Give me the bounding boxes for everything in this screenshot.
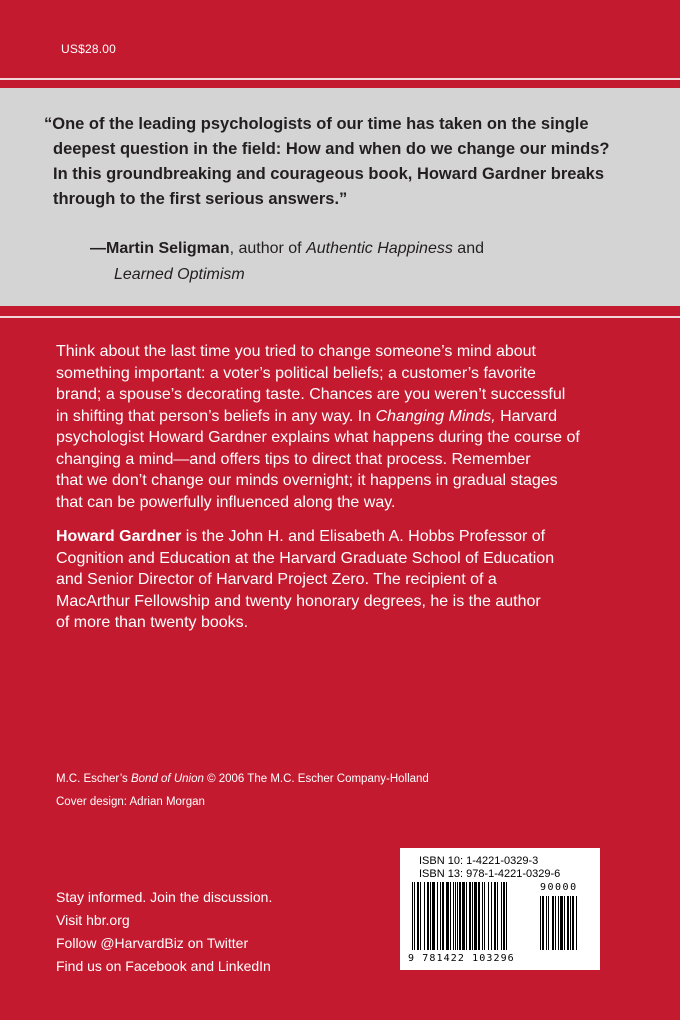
bio-line: and Senior Director of Harvard Project Zero. The recipient of a — [56, 571, 497, 588]
barcode-bar — [546, 896, 547, 950]
footer-link-website[interactable]: Visit hbr.org — [56, 912, 130, 928]
barcode-bar — [503, 882, 505, 950]
footer-line: Stay informed. Join the discussion. — [56, 889, 273, 905]
barcode-bar — [482, 882, 483, 950]
barcode-digits: 9 781422 103296 — [408, 953, 515, 964]
description-line: psychologist Howard Gardner explains what happens during the course of — [56, 429, 580, 446]
barcode-bar — [437, 882, 438, 950]
isbn-10: ISBN 10: 1-4221-0329-3 — [419, 855, 539, 867]
bio-line: Cognition and Education at the Harvard Graduate School of Education — [56, 549, 555, 567]
barcode-bar — [440, 882, 441, 950]
barcode-bar — [446, 882, 449, 950]
top-divider-stripe — [0, 78, 680, 80]
barcode-bar — [484, 882, 485, 950]
barcode-bar — [412, 882, 413, 950]
description-line: that can be powerfully influenced along the way. — [56, 493, 396, 511]
quote-line: deepest question in the field: How and when do we change our minds? — [53, 140, 610, 158]
barcode-bar — [450, 882, 451, 950]
attribution-book-2: Learned Optimism — [114, 266, 245, 283]
barcode-bar — [548, 896, 549, 950]
attribution-name: —Martin Seligman — [90, 240, 230, 257]
art-credit: M.C. Escher’s Bond of Union © 2006 The M.C. Escher Company-Holland — [56, 773, 429, 785]
barcode-bar — [459, 882, 461, 950]
attribution-book-1: Authentic Happiness — [306, 240, 453, 257]
barcode-bar — [424, 882, 425, 950]
barcode-bar — [455, 882, 456, 950]
barcode-block — [400, 848, 600, 970]
barcode-bar — [430, 882, 431, 950]
barcode-bar — [462, 882, 465, 950]
barcode-bar — [466, 882, 467, 950]
description-line: in shifting that person’s beliefs in any way. In Changing Minds, Harvard — [56, 407, 558, 425]
barcode-bar — [570, 896, 571, 950]
endorsement-quote-box — [0, 88, 680, 306]
quote-line: “One of the leading psychologists of our time has taken on the single — [44, 115, 589, 133]
barcode-bar — [576, 896, 577, 950]
isbn-13: ISBN 13: 978-1-4221-0329-6 — [419, 868, 561, 880]
author-bio — [56, 526, 646, 634]
bio-line: of more than twenty books. — [56, 614, 249, 631]
barcode-bar — [572, 896, 574, 950]
barcode-bar — [488, 882, 489, 950]
book-description — [56, 341, 646, 513]
barcode-bar — [420, 882, 421, 950]
barcode-bar — [552, 896, 554, 950]
barcode-bar — [564, 896, 565, 950]
barcode-bar — [478, 882, 480, 950]
quote-line: through to the first serious answers.” — [53, 190, 348, 208]
bottom-divider-stripe — [0, 316, 680, 318]
description-line: brand; a spouse’s decorating taste. Chances are you weren’t successful — [56, 386, 566, 403]
author-name: Howard Gardner — [56, 528, 182, 545]
barcode-bar — [506, 882, 507, 950]
barcode-bar — [432, 882, 435, 950]
barcode-bar — [540, 896, 541, 950]
footer-links — [56, 886, 272, 978]
footer-link-twitter[interactable]: Follow @HarvardBiz on Twitter — [56, 935, 249, 951]
barcode-bar — [472, 882, 473, 950]
barcode-bar — [491, 882, 492, 950]
barcode-bar — [442, 882, 444, 950]
barcode-bar — [560, 896, 563, 950]
footer-link-social[interactable]: Find us on Facebook and LinkedIn — [56, 958, 271, 974]
barcode-bar — [414, 882, 415, 950]
barcode-bar — [417, 882, 419, 950]
barcode-bar — [457, 882, 458, 950]
barcode-bar — [474, 882, 477, 950]
bio-line: Howard Gardner is the John H. and Elisabeth A. Hobbs Professor of — [56, 528, 546, 545]
book-title: Changing Minds, — [375, 407, 496, 425]
barcode-bar — [469, 882, 471, 950]
price-label: US$28.00 — [61, 42, 116, 56]
art-title: Bond of Union — [130, 773, 204, 785]
description-line: changing a mind—and offers tips to direct that process. Remember — [56, 450, 531, 468]
barcode-bar — [497, 882, 498, 950]
barcode-bar — [427, 882, 429, 950]
bio-line: MacArthur Fellowship and twenty honorary degrees, he is the author — [56, 592, 541, 610]
barcode-bar — [558, 896, 559, 950]
endorsement-quote — [44, 112, 634, 212]
attribution-and: and — [452, 240, 484, 257]
description-line: that we don’t change our minds overnight; it happens in gradual stages — [56, 472, 558, 489]
barcode-bar — [501, 882, 502, 950]
cover-design-credit: Cover design: Adrian Morgan — [56, 796, 205, 808]
quote-line: In this groundbreaking and courageous book, Howard Gardner breaks — [53, 165, 605, 183]
barcode-bar — [494, 882, 496, 950]
barcode-bar — [453, 882, 454, 950]
barcode-addon-digits: 90000 — [540, 882, 578, 893]
quote-attribution — [90, 236, 610, 288]
description-line: Think about the last time you tried to change someone’s mind about — [56, 343, 536, 360]
barcode-bar — [542, 896, 544, 950]
attribution-connector: , author of — [229, 240, 307, 257]
barcode-bar — [567, 896, 569, 950]
barcode-bar — [555, 896, 556, 950]
description-line: something important: a voter’s political beliefs; a customer’s favorite — [56, 364, 536, 382]
